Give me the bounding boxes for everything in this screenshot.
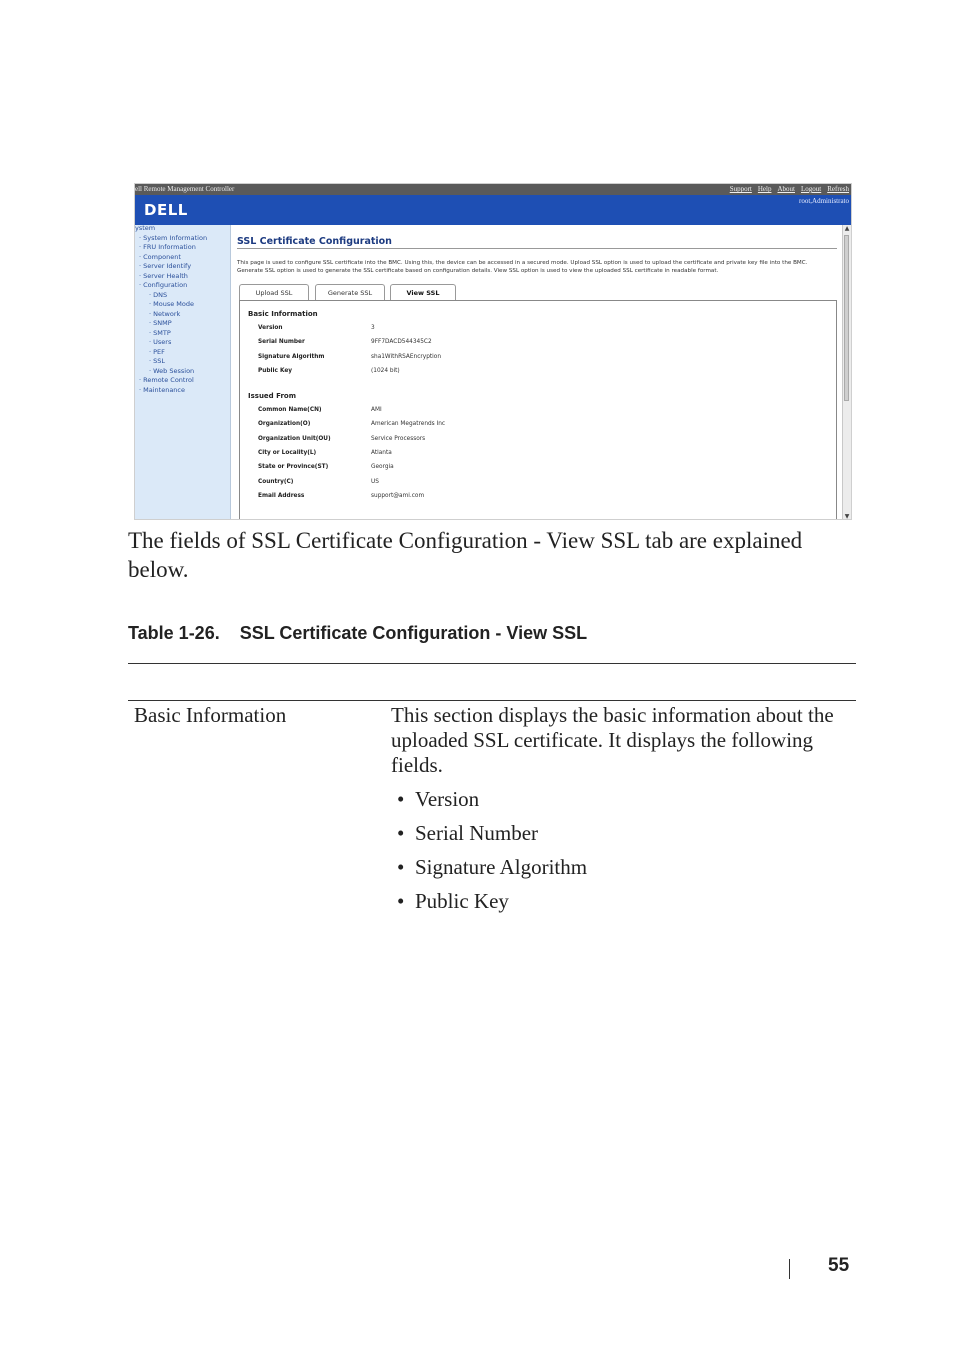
sidebar-item[interactable]: · Remote Control: [139, 376, 194, 384]
field-label: Email Address: [258, 492, 305, 499]
bullet-text: Signature Algorithm: [415, 855, 588, 879]
field-value: (1024 bit): [371, 367, 400, 374]
header-banner: [135, 195, 851, 225]
scroll-thumb[interactable]: [844, 235, 849, 401]
figure-caption: The fields of SSL Certificate Configuration - View SSL tab are explained below.: [128, 528, 803, 582]
sidebar-item[interactable]: · Users: [149, 338, 172, 346]
tab-view-ssl[interactable]: View SSL: [390, 284, 456, 300]
field-value: US: [371, 478, 379, 485]
sidebar-item[interactable]: · Network: [149, 309, 181, 318]
scroll-down-icon[interactable]: ▼: [844, 513, 850, 520]
page-description: [237, 260, 837, 275]
issued-from-heading: Issued From: [248, 392, 297, 400]
field-value: 9FF7DACD544345C2: [371, 339, 432, 346]
field-label: Organization Unit(OU): [258, 435, 331, 442]
sidebar-item[interactable]: · FRU Information: [139, 243, 196, 251]
sidebar-item[interactable]: · Server Health: [139, 271, 188, 280]
field-label: Serial Number: [258, 339, 305, 346]
refresh-link[interactable]: Refresh: [827, 185, 849, 193]
tab-upload-ssl[interactable]: Upload SSL: [239, 284, 309, 300]
field-value: AMI: [371, 407, 382, 413]
sidebar-item[interactable]: · Web Session: [149, 366, 195, 375]
bullet-text: Public Key: [415, 889, 509, 913]
vertical-scrollbar[interactable]: [842, 225, 851, 520]
sidebar-item[interactable]: · Configuration: [139, 281, 188, 289]
page-title: SSL Certificate Configuration: [237, 236, 392, 247]
field-label: Signature Algorithm: [258, 353, 325, 360]
field-label: Organization(O): [258, 421, 311, 428]
field-value: support@ami.com: [371, 492, 425, 499]
field-label: Public Key: [258, 367, 293, 374]
bullet-text: Serial Number: [415, 821, 539, 845]
user-info: root,Administrato: [799, 197, 849, 205]
field-label: Common Name(CN): [258, 407, 322, 413]
bullet-item: • Signature Algorithm: [397, 855, 588, 879]
bullet-text: Version: [415, 787, 480, 811]
description-line-1: This page is used to configure SSL certificate into the BMC. Using this, the device can be accessed in a secured mode. Upload SSL option is used to upload the certificate and private key file into the BMC.: [237, 260, 808, 266]
field-value: Georgia: [371, 464, 394, 471]
bullet-item: • Serial Number: [397, 821, 539, 845]
field-value: Atlanta: [371, 449, 392, 456]
sidebar-item[interactable]: · Component: [139, 252, 181, 261]
sidebar-item[interactable]: · SMTP: [149, 328, 171, 337]
table-title: [128, 623, 587, 644]
field-label: Country(C): [258, 478, 294, 485]
field-value: American Megatrends Inc: [371, 421, 446, 428]
footer-divider: [789, 1259, 790, 1279]
sidebar-item[interactable]: · Mouse Mode: [149, 300, 194, 308]
title-divider: [237, 248, 837, 249]
sidebar-item[interactable]: · PEF: [149, 347, 165, 356]
field-value: 3: [371, 325, 375, 331]
table-header-rule: [128, 700, 856, 701]
field-value: sha1WithRSAEncryption: [371, 353, 441, 360]
scroll-up-icon[interactable]: ▲: [844, 225, 850, 232]
help-link[interactable]: Help: [757, 185, 772, 193]
sidebar-item[interactable]: ystem: [135, 224, 156, 232]
sidebar-item[interactable]: · Maintenance: [139, 385, 185, 394]
nav-tree: [135, 225, 231, 520]
bullet-item: • Version: [397, 787, 480, 811]
sidebar-item[interactable]: · SSL: [149, 357, 166, 365]
field-value: Service Processors: [371, 435, 426, 442]
basic-info-heading: Basic Information: [248, 310, 318, 318]
main-content: [231, 225, 843, 520]
row-label: Basic Information: [134, 703, 287, 727]
field-label: Version: [258, 325, 283, 331]
bullet-item: • Public Key: [397, 889, 509, 913]
description-line-2: Generate SSL option is used to generate the SSL certificate based on configuration details. View SSL option is used to view the uploaded SSL certificate in readable format.: [237, 267, 719, 274]
dell-logo: DELL: [144, 201, 188, 219]
certificate-panel: [239, 300, 837, 520]
table-name: SSL Certificate Configuration - View SSL: [239, 623, 588, 643]
tab-generate-ssl[interactable]: Generate SSL: [315, 284, 385, 300]
sidebar-item[interactable]: · System Information: [139, 233, 208, 242]
page-number: 55: [828, 1255, 850, 1276]
sidebar-item[interactable]: · DNS: [149, 290, 168, 299]
bmc-screenshot: [134, 183, 852, 520]
top-links: [730, 184, 849, 195]
window-title: ell Remote Management Controller: [135, 185, 235, 193]
support-link[interactable]: Support: [729, 185, 752, 193]
about-link[interactable]: About: [777, 185, 795, 193]
table-number: Table 1-26.: [128, 623, 220, 643]
window-title-bar: [135, 184, 851, 195]
field-label: City or Locality(L): [258, 449, 317, 456]
sidebar-item[interactable]: · Server Identify: [139, 262, 192, 270]
logout-link[interactable]: Logout: [800, 185, 822, 193]
field-label: State or Province(ST): [258, 464, 329, 471]
row-description: This section displays the basic information about the uploaded SSL certificate. It displays the following fields.: [391, 703, 834, 777]
table-top-rule: [128, 663, 856, 664]
sidebar-item[interactable]: · SNMP: [149, 319, 172, 327]
